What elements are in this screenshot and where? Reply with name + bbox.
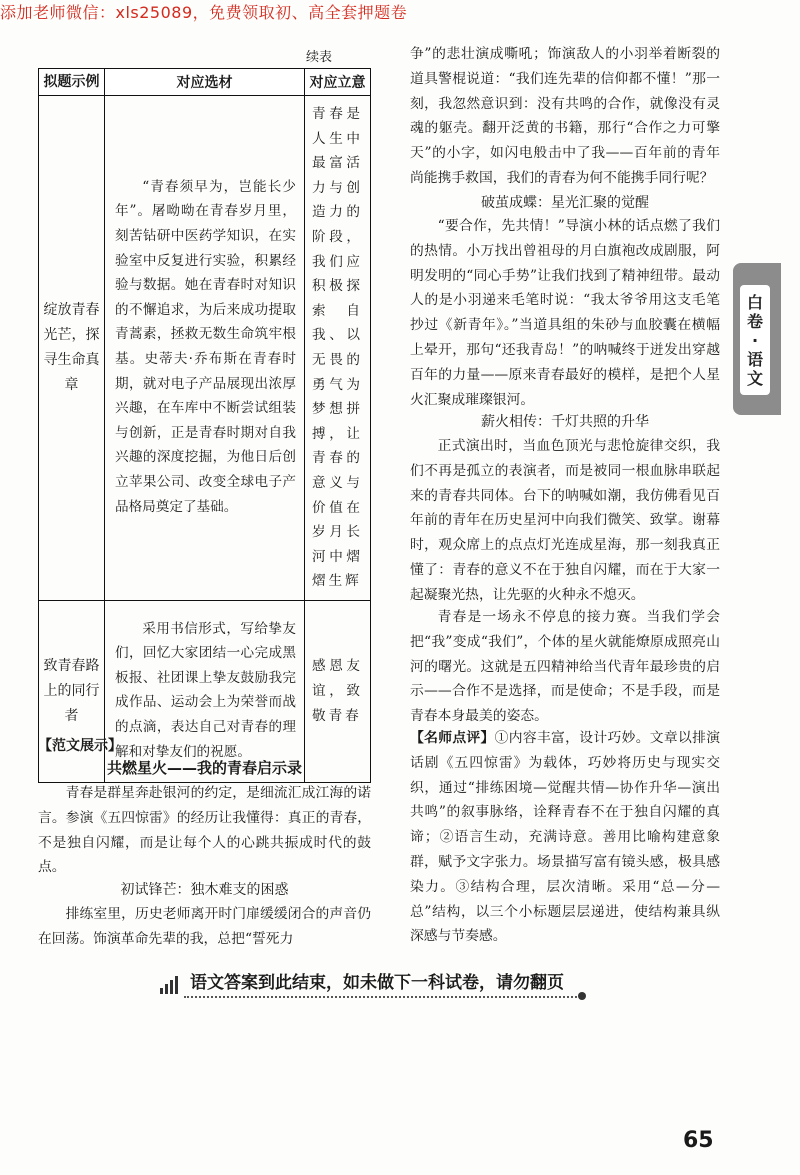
table-cell-material: “青春须早为，岂能长少年”。屠呦呦在青春岁月里，刻苦钻研中医药学知识，在实验室中反复进行实验，积累经验与数据。她在青春时对知识的不懈追求，为后来成功提取青蒿素，拯救无数生命筑牢根基。史蒂夫·乔布斯在青春时期，就对电子产品展现出浓厚兴趣，在车库中不断尝试组装与创新，正是青春时期对自我兴趣的深度挖掘，为他日后创立苹果公司、改变全球电子产品格局奠定了基础。 (105, 96, 305, 601)
side-tab-char: · (751, 330, 759, 350)
end-banner-text: 语文答案到此结束，如未做下一科试卷，请勿翻页 (190, 973, 564, 993)
page-number: 65 (683, 1128, 714, 1153)
table-header-row (39, 69, 371, 96)
essay-paragraph-1-start: 排练室里，历史老师离开时门扉缓缓闭合的声音仍在回荡。饰演革命先辈的我，总把“誓死力 (38, 906, 371, 947)
essay-section-tag: 【范文展示】 (38, 738, 122, 754)
essay-intro-paragraph: 青春是群星奔赴银河的约定，是细流汇成江海的诺言。参演《五四惊雷》的经历让我懂得：真正的青春，不是独自闪耀，而是让每个人的心跳共振成时代的鼓点。 (38, 785, 371, 876)
essay-subtitle-2: 破茧成蝶：星光汇聚的觉醒 (481, 195, 649, 211)
table-row (39, 600, 371, 782)
side-tab-char: 卷 (746, 311, 763, 331)
table-header-material: 对应选材 (105, 69, 305, 96)
teacher-comment (410, 726, 720, 949)
essay-paragraph-2: “要合作，先共情！”导演小林的话点燃了我们的热情。小万找出曾祖母的月白旗袍改成剧服，阿明发明的“同心手势”让我们找到了精神纽带。最动人的是小羽递来毛笔时说：“我太爷爷用这支毛笔抄过《新青年》。”当道具组的朱砂与血胶囊在横幅上晕开，那句“还我青岛！”的呐喊终于迸发出穿越百年的力量——原来青春最好的模样，是把个人星火汇聚成璀璨银河。 (410, 218, 720, 408)
table-header-theme: 对应立意 (305, 69, 371, 96)
subject-side-tab-label (740, 285, 770, 395)
table-cell-theme: 感恩友谊，致敬青春 (305, 600, 371, 782)
essay-title: 共燃星火——我的青春启示录 (106, 759, 302, 777)
side-tab-char: 白 (746, 292, 763, 312)
essay-paragraph-1-cont: 争”的悲壮演成嘶吼；饰演敌人的小羽举着断裂的道具警棍说道：“我们连先辈的信仰都不懂！”那一刻，我忽然意识到：没有共鸣的合作，就像没有灵魂的躯壳。翻开泛黄的书籍，那行“合作之力可擎天”的小字，如闪电般击中了我——百年前的青年尚能携手救国，我们的青春为何不能携手同行呢？ (410, 46, 720, 186)
essay-conclusion: 青春是一场永不停息的接力赛。当我们学会把“我”变成“我们”，个体的星火就能燎原成照亮山河的曙光。这就是五四精神给当代青年最珍贵的启示——合作不是选择，而是使命；不是手段，而是青春本身最美的姿态。 (410, 609, 720, 725)
essay-paragraph-3: 正式演出时，当血色顶光与悲怆旋律交织，我们不再是孤立的表演者，而是被同一根血脉串联起来的青春共同体。台下的呐喊如潮，我仿佛看见百年前的青年在历史星河中向我们微笑、致掌。谢幕时，观众席上的点点灯光连成星海，那一刻我真正懂了：青春的意义不在于独自闪耀，而在于大家一起凝聚光热，让先驱的火种永不熄灭。 (410, 438, 720, 603)
side-tab-char: 语 (746, 349, 763, 369)
end-banner-dot (578, 992, 586, 1000)
subject-side-tab (733, 263, 781, 415)
essay-subtitle-1: 初试锋芒：独木难支的困惑 (120, 882, 289, 898)
essay-subtitle-3: 薪火相传：千灯共照的升华 (481, 414, 649, 430)
teacher-comment-text: ①内容丰富，设计巧妙。文章以排演话剧《五四惊雷》为载体，巧妙将历史与现实交织，通过“排练困境—觉醒共情—协作升华—演出共鸣”的叙事脉络，诠释青春不在于独自闪耀的真谛；②语言生动，充满诗意。善用比喻构建意象群，赋予文字张力。场景描写富有镜头感，极具感染力。③结构合理，层次清晰。采用“总—分—总”结构，以三个小标题层层递进，使结构兼具纵深感与节奏感。 (410, 730, 721, 945)
watermark: 添加老师微信：xls25089，免费领取初、高全套押题卷 (0, 3, 408, 22)
teacher-comment-label: 【名师点评】 (410, 730, 495, 746)
table-cell-example: 绽放青春光芒，探寻生命真章 (39, 96, 105, 601)
bar-chart-icon (160, 976, 182, 994)
side-tab-char: 文 (746, 368, 763, 388)
table-cell-example: 致青春路上的同行者 (39, 600, 105, 782)
table-row (39, 96, 371, 601)
end-banner (160, 966, 590, 1002)
table-cell-material: 采用书信形式，写给挚友们，回忆大家团结一心完成黑板报、社团课上挚友鼓励我完成作品、运动会上为荣誉而战的点滴，表达自己对青春的理解和对挚友们的祝愿。 (105, 600, 305, 782)
table-header-example: 拟题示例 (39, 69, 105, 96)
end-banner-divider (184, 996, 584, 998)
topic-table (38, 68, 371, 783)
continued-label: 续表 (306, 50, 333, 65)
table-cell-theme: 青春是人生中最富活力与创造力的阶段，我们应积极探索自我、以无畏的勇气为梦想拼搏，让青春的意义与价值在岁月长河中熠熠生辉 (305, 96, 371, 601)
